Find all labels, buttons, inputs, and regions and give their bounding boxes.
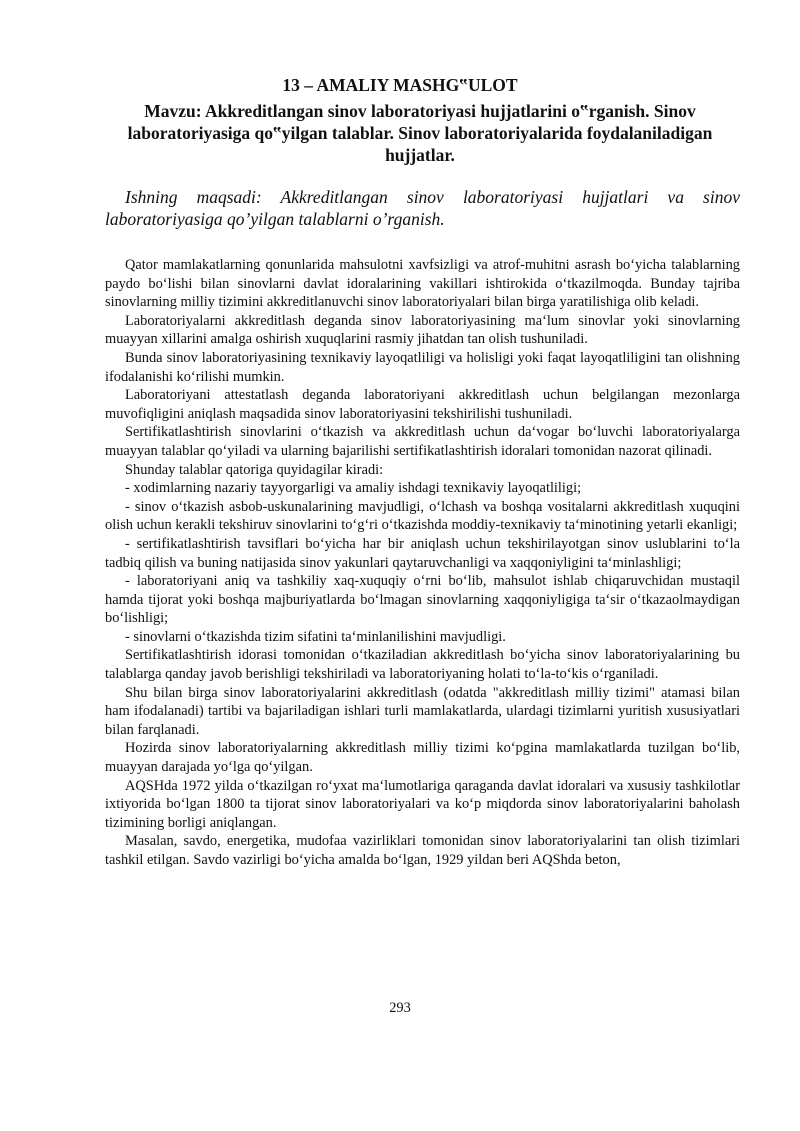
paragraph: Laboratoriyalarni akkreditlash deganda sinov laboratoriyasining ma‘lum sinovlar yoki sinovlarning muayyan xillarini amalga oshirish xuquqlarini rasmiy jihatdan tan olish tushuniladi. — [105, 312, 740, 348]
lesson-title: 13 – AMALIY MASHG‟ULOT — [282, 75, 518, 95]
paragraph: Shunday talablar qatoriga quyidagilar kiradi: — [125, 461, 384, 478]
body-text — [105, 256, 740, 870]
paragraph: Qator mamlakatlarning qonunlarida mahsulotni xavfsizligi va atrof-muhitni asrash bo‘yicha talablarning paydo bo‘lishi bilan sinovlarni davlat idoralarining vakillari ishtirokida o‘tkazilmoqda. Bunday tajriba sinovlarning milliy tizimini akkreditlanuvchi sinov laboratoriyalari bilan birga yaratilishiga olib keladi. — [105, 257, 740, 311]
work-purpose: Ishning maqsadi: Akkreditlangan sinov laboratoriyasi hujjatlari va sinov laboratoriyasiga qo’yilgan talablarni o’rganish. — [105, 187, 740, 229]
paragraph: Laboratoriyani attestatlash deganda laboratoriyani akkreditlash uchun belgilangan mezonlarga muvofiqligini aniqlash maqsadida sinov laboratoriyasini tekshirilishi tushuniladi. — [105, 387, 740, 422]
topic-heading: Mavzu: Akkreditlangan sinov laboratoriyasi hujjatlarini o‟rganish. Sinov laboratoriyasiga qo‟yilgan talablar. Sinov laboratoriyalarida foydalaniladigan hujjatlar. — [127, 101, 713, 165]
list-item: - xodimlarning nazariy tayyorgarligi va amaliy ishdagi texnikaviy layoqatliligi; — [125, 480, 582, 497]
paragraph: Shu bilan birga sinov laboratoriyalarini akkreditlash (odatda "akkreditlash milliy tizimi" atamasi bilan ham ifodalanadi) tartibi va bajariladigan ishlari turli mamlakatlarda, ulardagi tizimlarni yuritish xususiyatlari bilan farqlanadi. — [105, 684, 740, 738]
paragraph: Sertifikatlashtirish sinovlarini o‘tkazish va akkreditlash uchun da‘vogar bo‘luvchi laboratoriyalarga muayyan talablar qo‘yiladi va ularning bajarilishi sertifikatlashtirish idoralari tomonidan nazorat qilinadi. — [105, 424, 740, 459]
paragraph: AQSHda 1972 yilda o‘tkazilgan ro‘yxat ma‘lumotlariga qaraganda davlat idoralari va xususiy tashkilotlar ixtiyorida bo‘lgan 1800 ta tijorat sinov laboratoriyalari va ko‘p miqdorda sinov laboratoriyalarini baholash tizimining borligi aniqlangan. — [105, 777, 740, 831]
paragraph: Masalan, savdo, energetika, mudofaa vazirliklari tomonidan sinov laboratoriyalarini tan olish tizimlari tashkil etilgan. Savdo vazirligi bo‘yicha amalda bo‘lgan, 1929 yildan beri AQShda beton, — [105, 833, 740, 868]
page-number: 293 — [389, 1000, 411, 1016]
paragraph: Bunda sinov laboratoriyasining texnikaviy layoqatliligi va holisligi yoki faqat layoqatliligini tan olishning ifodalanishi ko‘rilishi mumkin. — [105, 349, 740, 385]
paragraph: Sertifikatlashtirish idorasi tomonidan o‘tkaziladian akkreditlash bo‘yicha sinov laboratoriyalarining bu talablarga qanday javob berishligi tekshiriladi va laboratoriyaning holati to‘la-to‘kis o‘rganiladi. — [105, 647, 740, 683]
list-item: - sinov o‘tkazish asbob-uskunalarining mavjudligi, o‘lchash va boshqa vositalarni akkreditlash xuquqini olish uchun kerakli tekshiruv sinovlarini to‘g‘ri o‘tkazishda moddiy-texnikaviy ta‘minotining yetarli ekanligi; — [105, 498, 740, 534]
list-item: - sertifikatlashtirish tavsiflari bo‘yicha har bir aniqlash uchun tekshirilayotgan sinov uslublarini to‘la tadbiq qilish va buning natijasida sinov yakunlari qaytaruvchanligi va xaqqoniyligini ta‘minlashligi; — [105, 535, 740, 571]
list-item: - laboratoriyani aniq va tashkiliy xaq-xuquqiy o‘rni bo‘lib, mahsulot ishlab chiqaruvchidan mustaqil hamda tijorat yoki boshqa majburiyatlarda bo‘lmagan sinovlarning xaqqoniyligiga ta‘sir o‘tkazaolmaydigan bo‘lishligi; — [105, 573, 740, 627]
list-item: - sinovlarni o‘tkazishda tizim sifatini ta‘minlanilishini mavjudligi. — [125, 628, 506, 645]
paragraph: Hozirda sinov laboratoriyalarning akkreditlash milliy tizimi ko‘pgina mamlakatlarda tuzilgan bo‘lib, muayyan darajada yo‘lga qo‘yilgan. — [105, 740, 740, 776]
